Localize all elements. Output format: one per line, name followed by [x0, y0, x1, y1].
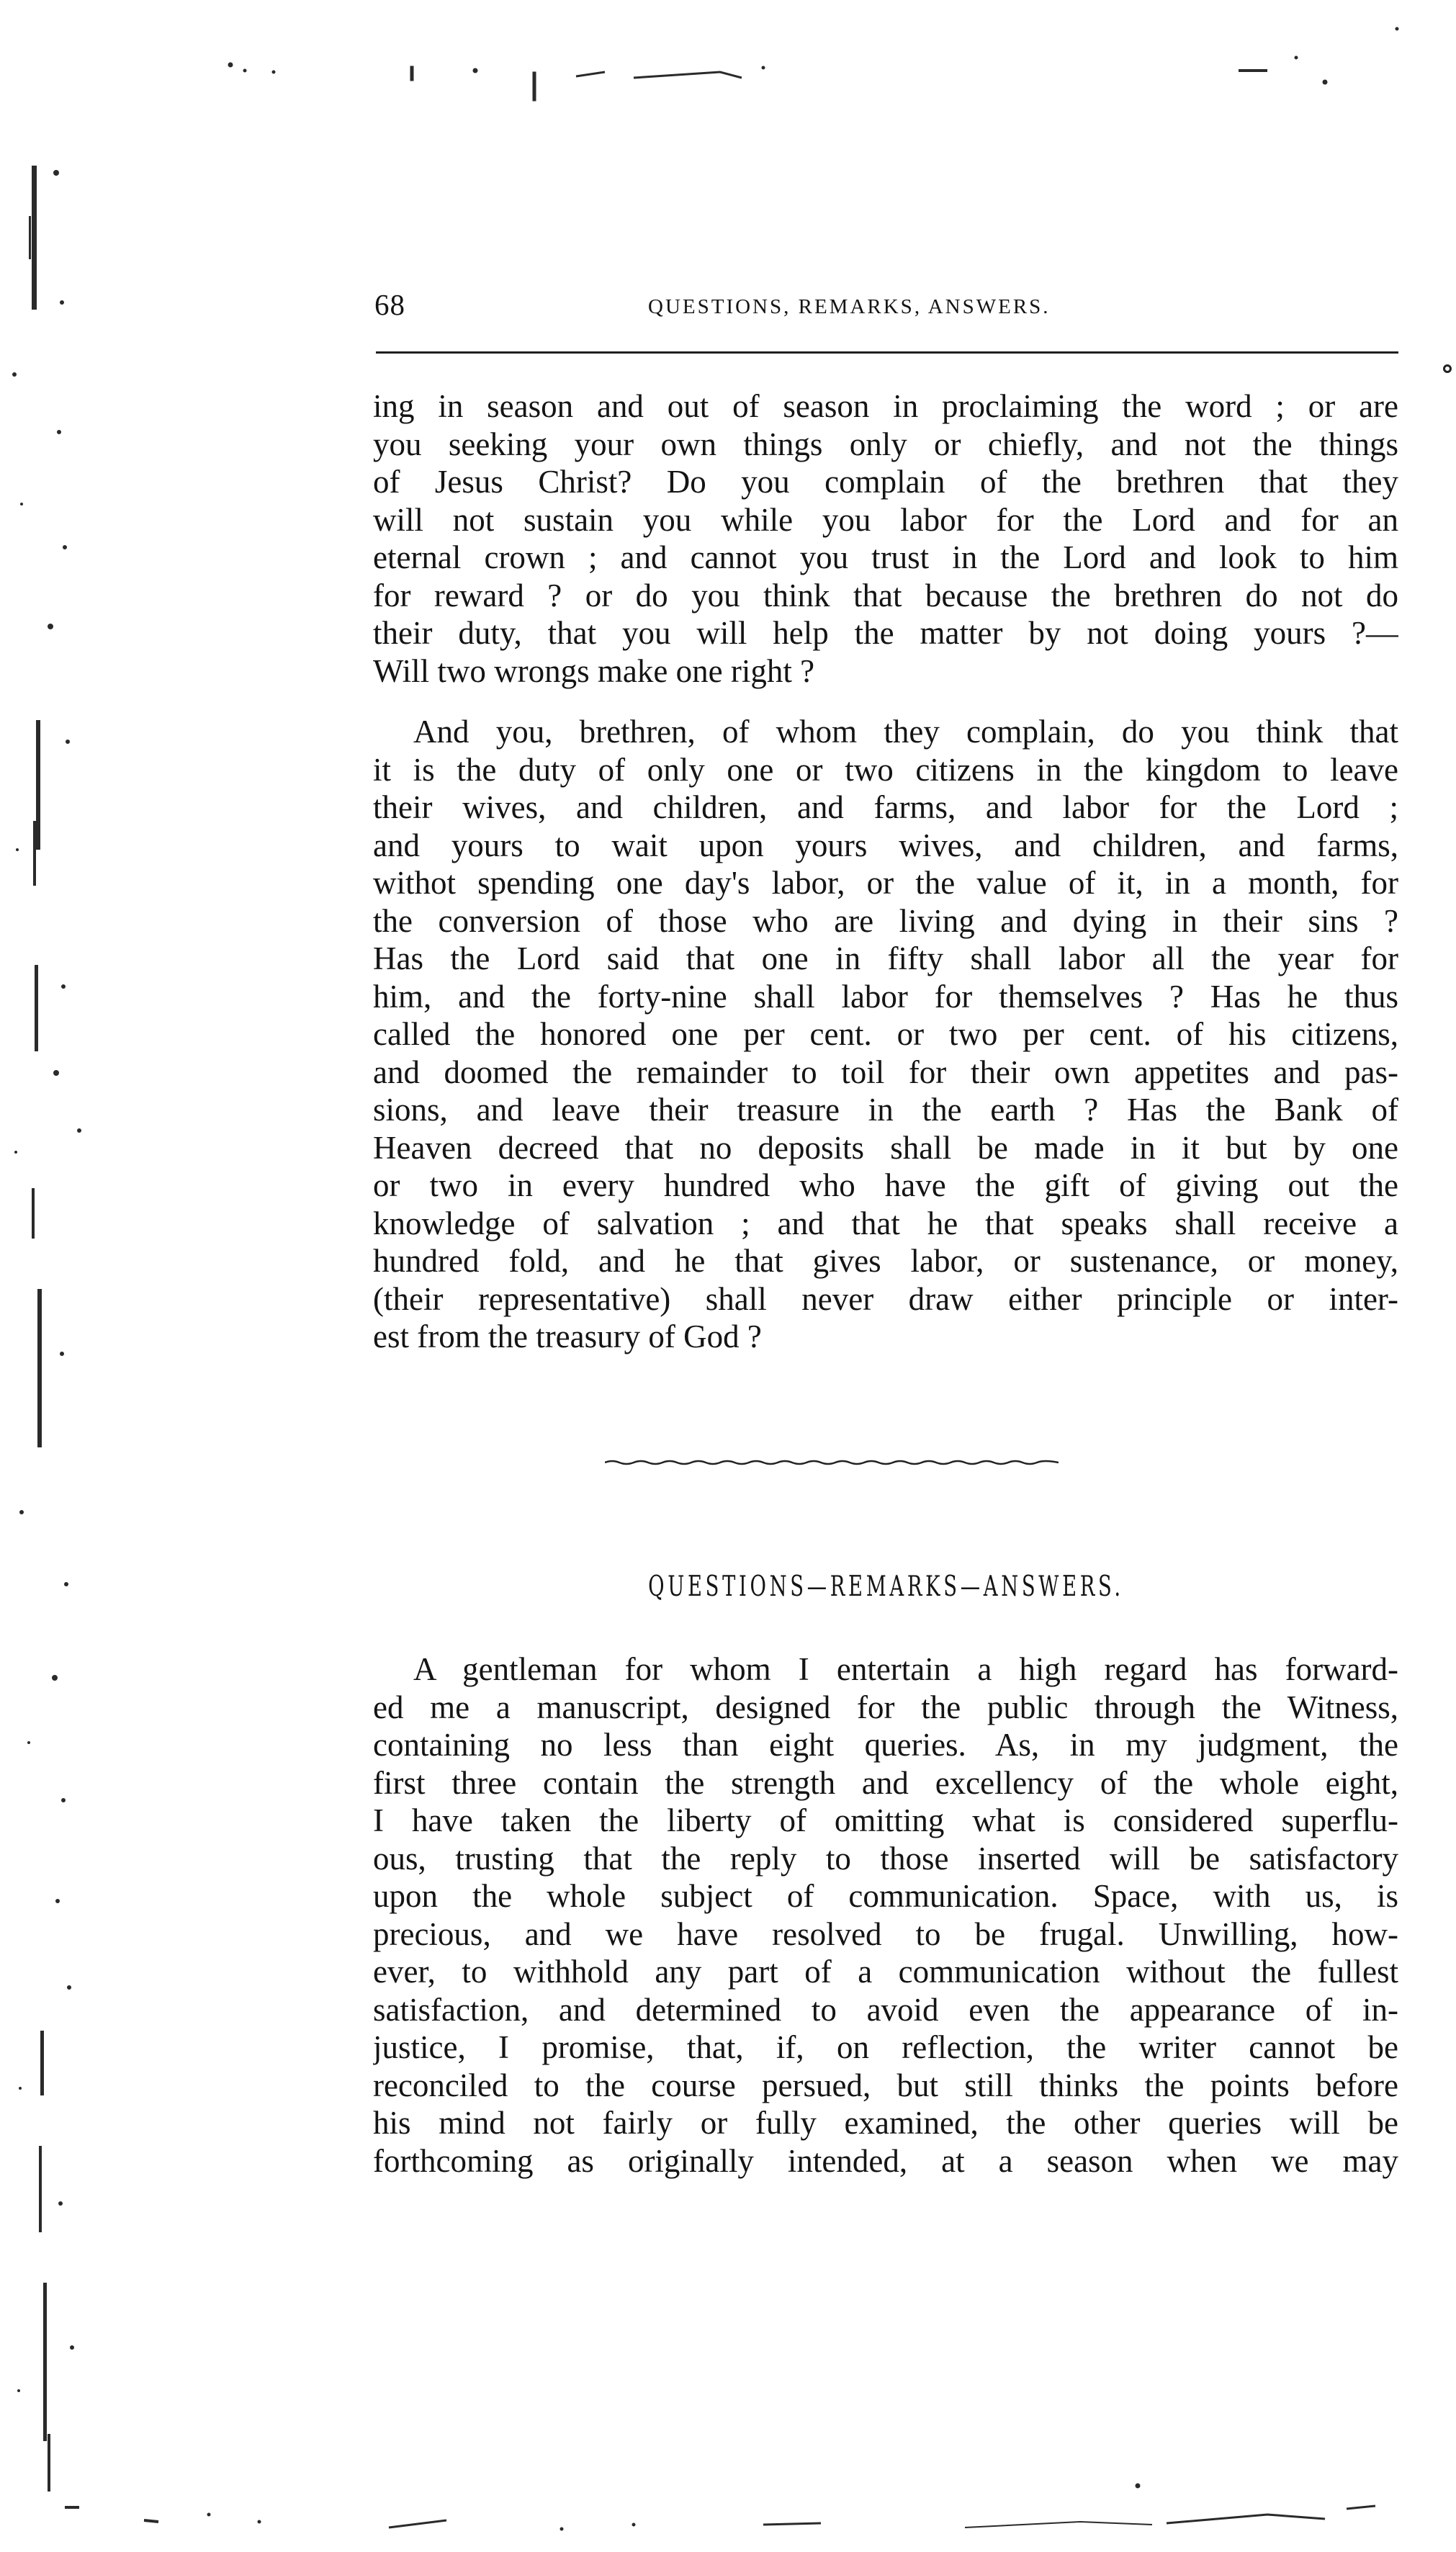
section-title	[373, 1568, 1398, 1606]
text-line: Will two wrongs make one right ?	[373, 652, 815, 689]
text-line: ever, to withhold any part of a communication without the fullest	[373, 1954, 1398, 1990]
scan-bottom-noise	[43, 2477, 1440, 2549]
text-line: ing in season and out of season in proclaiming the word ; or are	[373, 388, 1398, 424]
section-title-text: QUESTIONS—REMARKS—ANSWERS.	[647, 1571, 1124, 1603]
text-line: containing no less than eight queries. As, in my judgment, the	[373, 1727, 1398, 1763]
page-header	[374, 287, 1397, 330]
text-line: sions, and leave their treasure in the earth ? Has the Bank of	[373, 1092, 1398, 1128]
text-line: called the honored one per cent. or two per cent. of his citizens,	[373, 1016, 1398, 1052]
running-head: QUESTIONS, REMARKS, ANSWERS.	[648, 295, 1051, 318]
text-line: eternal crown ; and cannot you trust in the Lord and look to him	[373, 539, 1398, 575]
text-line: And you, brethren, of whom they complain, do you think that	[413, 714, 1398, 750]
text-line: him, and the forty-nine shall labor for themselves ? Has he thus	[373, 978, 1398, 1015]
scan-speck	[1443, 364, 1452, 373]
text-line: upon the whole subject of communication. Space, with us, is	[373, 1878, 1398, 1914]
text-line: it is the duty of only one or two citizens in the kingdom to leave	[373, 751, 1398, 788]
section-divider	[605, 1459, 1059, 1466]
text-line: for reward ? or do you think that because the brethren do not do	[373, 577, 1398, 614]
text-line: their duty, that you will help the matter by not doing yours ?—	[373, 615, 1398, 651]
text-line: precious, and we have resolved to be frugal. Unwilling, how-	[373, 1915, 1398, 1952]
text-line: withot spending one day's labor, or the value of it, in a month, for	[373, 865, 1398, 901]
text-line: knowledge of salvation ; and that he that speaks shall receive a	[373, 1205, 1398, 1241]
text-line: Has the Lord said that one in fifty shall labor all the year for	[373, 940, 1398, 976]
text-line: and doomed the remainder to toil for their own appetites and pas-	[373, 1053, 1398, 1090]
text-line: I have taken the liberty of omitting what is considered superflu-	[373, 1802, 1398, 1838]
text-line: their wives, and children, and farms, and labor for the Lord ;	[373, 789, 1398, 825]
paragraph-2	[373, 713, 1398, 1356]
text-line: will not sustain you while you labor for the Lord and for an	[373, 501, 1398, 538]
text-line: of Jesus Christ? Do you complain of the brethren that they	[373, 464, 1398, 500]
text-line: reconciled to the course persued, but still thinks the points before	[373, 2067, 1398, 2103]
header-rule	[376, 351, 1398, 354]
text-line: satisfaction, and determined to avoid even the appearance of in-	[373, 1991, 1398, 2028]
text-line: and yours to wait upon yours wives, and children, and farms,	[373, 827, 1398, 863]
text-line: A gentleman for whom I entertain a high regard has forward-	[413, 1651, 1398, 1687]
scan-edge-noise	[0, 0, 122, 2552]
text-line: est from the treasury of God ?	[373, 1318, 762, 1354]
text-line: (their representative) shall never draw either principle or inter-	[373, 1280, 1398, 1317]
text-line: ed me a manuscript, designed for the public through the Witness,	[373, 1689, 1398, 1725]
text-line: forthcoming as originally intended, at a season when we may	[373, 2142, 1398, 2179]
page-number: 68	[374, 288, 405, 321]
paragraph-3	[373, 1650, 1398, 2180]
text-line: justice, I promise, that, if, on reflection, the writer cannot be	[373, 2029, 1398, 2065]
text-line: you seeking your own things only or chiefly, and not the things	[373, 426, 1398, 462]
text-line: first three contain the strength and excellency of the whole eight,	[373, 1764, 1398, 1801]
text-line: hundred fold, and he that gives labor, or sustenance, or money,	[373, 1243, 1398, 1279]
scan-top-noise	[173, 14, 1440, 122]
text-line: the conversion of those who are living and dying in their sins ?	[373, 902, 1398, 939]
text-line: or two in every hundred who have the gift of giving out the	[373, 1167, 1398, 1203]
text-line: ous, trusting that the reply to those inserted will be satisfactory	[373, 1840, 1398, 1877]
paragraph-1	[373, 387, 1398, 690]
text-line: his mind not fairly or fully examined, the other queries will be	[373, 2105, 1398, 2141]
text-line: Heaven decreed that no deposits shall be made in it but by one	[373, 1129, 1398, 1166]
